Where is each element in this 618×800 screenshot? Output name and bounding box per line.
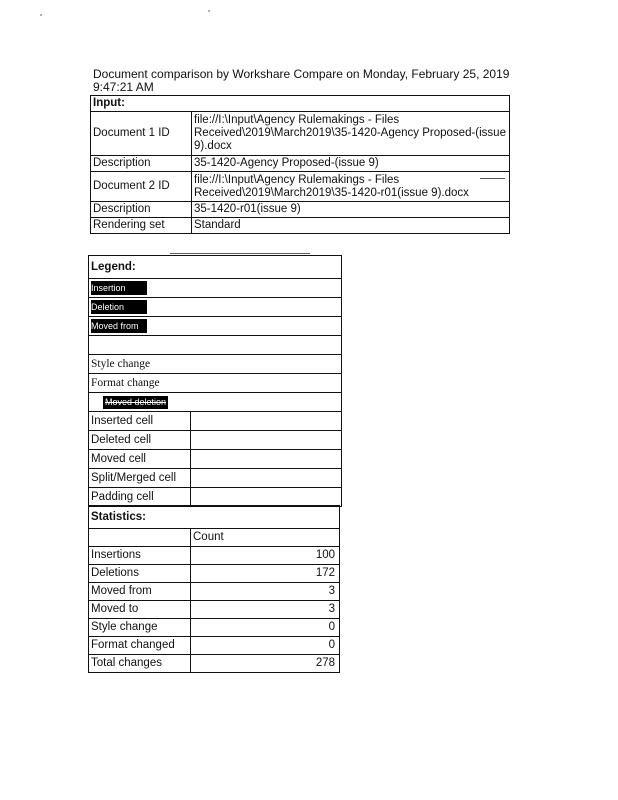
rendering-set-label: Rendering set: [91, 218, 192, 234]
redacted-moved-from-sample: Moved from: [91, 319, 147, 333]
stat-label: Format changed: [89, 637, 191, 655]
statistics-table: [88, 505, 340, 673]
description-2-label: Description: [91, 202, 192, 218]
table-row: [89, 601, 340, 619]
input-title: Input:: [91, 96, 510, 112]
legend-moved-cell-sample: [191, 450, 342, 469]
description-2-value: 35-1420-r01(issue 9): [192, 202, 510, 218]
stat-label: Style change: [89, 619, 191, 637]
stat-label: Deletions: [89, 565, 191, 583]
header-line-1: Document comparison by Workshare Compare on Monday, February 25, 2019: [93, 67, 510, 81]
table-row: [89, 619, 340, 637]
rendering-set-value: Standard: [192, 218, 510, 234]
legend-padding-cell: Padding cell: [89, 488, 191, 507]
stat-count: 172: [191, 565, 340, 583]
legend-moved-cell: Moved cell: [89, 450, 191, 469]
document-1-id-value: file://I:\Input\Agency Rulemakings - Files Received\2019\March2019\35-1420-Agency Proposed-(issue 9).docx: [192, 112, 510, 156]
redacted-insertion-sample: Insertion: [91, 281, 147, 295]
legend-table: [88, 255, 342, 507]
legend-style-change: Style change: [89, 355, 342, 374]
legend-deletion: [89, 298, 342, 317]
stat-count: 100: [191, 547, 340, 565]
scan-line: [170, 253, 310, 254]
legend-inserted-cell-sample: [191, 412, 342, 431]
legend-moved-deletion: [89, 393, 342, 412]
legend-title: Legend:: [89, 256, 342, 279]
document-2-id-value: file://I:\Input\Agency Rulemakings - Files Received\2019\March2019\35-1420-r01(issue 9).docx: [192, 172, 510, 202]
document-1-id-label: Document 1 ID: [91, 112, 192, 156]
legend-moved-from: [89, 317, 342, 336]
input-table: [90, 95, 510, 234]
legend-insertion: [89, 279, 342, 298]
legend-split-merged-cell-sample: [191, 469, 342, 488]
header-line-2: 9:47:21 AM: [93, 80, 154, 94]
stat-label: Insertions: [89, 547, 191, 565]
comparison-header: [93, 68, 533, 94]
stat-count: 3: [191, 601, 340, 619]
stat-label: Moved from: [89, 583, 191, 601]
legend-format-change: Format change: [89, 374, 342, 393]
legend-padding-cell-sample: [191, 488, 342, 507]
table-row: [89, 637, 340, 655]
description-1-value: 35-1420-Agency Proposed-(issue 9): [192, 156, 510, 172]
scan-speck: [208, 10, 210, 12]
legend-moved-to: [89, 336, 342, 355]
scan-speck: [40, 14, 42, 16]
legend-split-merged-cell: Split/Merged cell: [89, 469, 191, 488]
document-2-id-label: Document 2 ID: [91, 172, 192, 202]
statistics-count-header: Count: [191, 529, 340, 547]
stat-count: 3: [191, 583, 340, 601]
statistics-header-blank: [89, 529, 191, 547]
stat-label: Moved to: [89, 601, 191, 619]
stat-count: 0: [191, 637, 340, 655]
moved-deletion-sample: Moved deletion: [105, 396, 167, 407]
table-row: [89, 547, 340, 565]
redacted-deletion-sample: Deletion: [91, 300, 147, 314]
legend-deleted-cell: Deleted cell: [89, 431, 191, 450]
table-row: [89, 583, 340, 601]
statistics-title: Statistics:: [89, 506, 340, 529]
legend-deleted-cell-sample: [191, 431, 342, 450]
table-row: [89, 655, 340, 673]
stat-label: Total changes: [89, 655, 191, 673]
description-1-label: Description: [91, 156, 192, 172]
stat-count: 0: [191, 619, 340, 637]
legend-inserted-cell: Inserted cell: [89, 412, 191, 431]
stat-count: 278: [191, 655, 340, 673]
table-row: [89, 565, 340, 583]
